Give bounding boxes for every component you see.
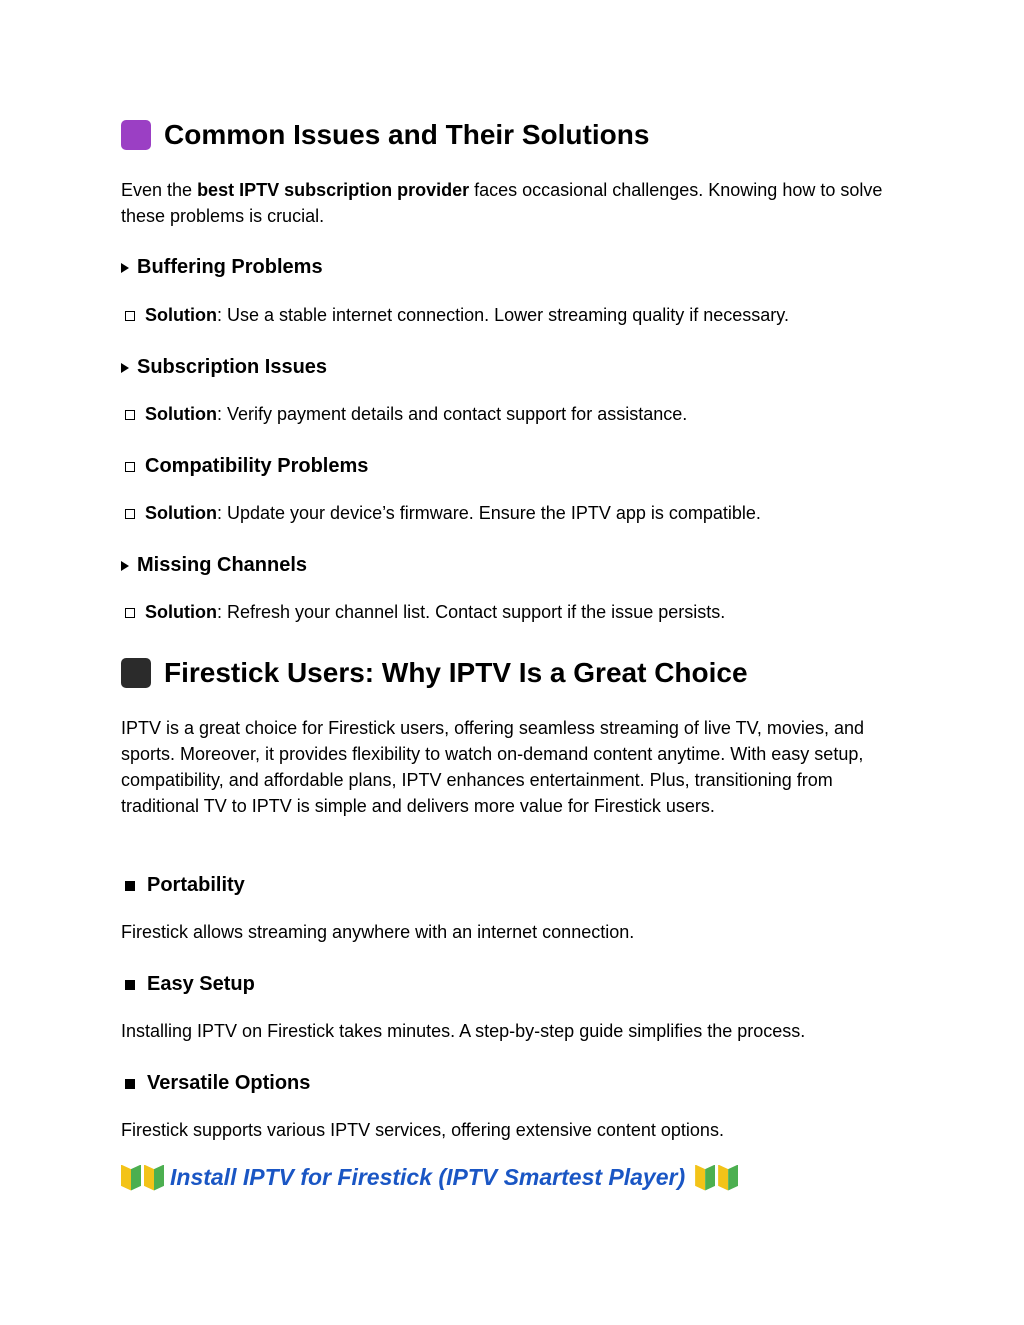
feature-title: Portability — [147, 874, 245, 896]
feature-title: Easy Setup — [147, 973, 255, 995]
solid-square-bullet-icon — [125, 881, 135, 891]
section-heading-common-issues — [121, 119, 649, 151]
feature-text-versatile-options: Firestick supports various IPTV services, offering extensive content options. — [121, 1120, 724, 1140]
feature-text-portability: Firestick allows streaming anywhere with an internet connection. — [121, 922, 635, 942]
solution-line-buffering — [121, 305, 789, 326]
intro-prefix: Even the — [121, 180, 198, 200]
heading-text: Firestick Users: Why IPTV Is a Great Choice — [164, 657, 748, 688]
intro-bold-text: best IPTV subscription provider — [197, 180, 470, 200]
hollow-square-bullet-icon — [125, 608, 135, 618]
solution-label: Solution — [145, 404, 217, 424]
triangle-bullet-icon — [121, 561, 129, 571]
solution-text: : Refresh your channel list. Contact support if the issue persists. — [216, 602, 726, 622]
hollow-square-bullet-icon — [125, 410, 135, 420]
issue-title: Missing Channels — [137, 554, 308, 576]
solid-square-bullet-icon — [125, 980, 135, 990]
feature-title: Versatile Options — [147, 1072, 311, 1094]
feature-text-easy-setup: Installing IPTV on Firestick takes minutes. A step-by-step guide simplifies the process. — [121, 1021, 806, 1041]
install-iptv-link[interactable]: Install IPTV for Firestick (IPTV Smartest Player) — [170, 1164, 686, 1190]
intro-suffix: faces occasional challenges. Knowing how to solve these problems is crucial. — [121, 180, 883, 226]
black-square-icon — [121, 658, 151, 688]
feature-heading-versatile-options — [121, 1072, 310, 1095]
beginner-badge-icon — [144, 1165, 164, 1191]
solution-text: : Use a stable internet connection. Lower streaming quality if necessary. — [216, 305, 789, 325]
solution-line-subscription — [121, 404, 687, 425]
issue-heading-missing-channels — [121, 554, 307, 577]
purple-square-icon — [121, 120, 151, 150]
issue-title: Compatibility Problems — [145, 455, 369, 477]
solution-label: Solution — [145, 305, 217, 325]
intro-paragraph — [121, 177, 911, 229]
firestick-intro-paragraph: IPTV is a great choice for Firestick users, offering seamless streaming of live TV, movies, and sports. Moreover, it provides flexibility to watch on-demand content anytime. With easy setup, compatibility, and affordable plans, IPTV enhances entertainment. Plus, transitioning from traditional TV to IPTV is simple and delivers more value for Firestick users. — [121, 718, 864, 816]
install-link-line — [121, 1164, 741, 1191]
hollow-square-bullet-icon — [125, 509, 135, 519]
solution-label: Solution — [145, 503, 217, 523]
section-heading-firestick — [121, 657, 748, 689]
solid-square-bullet-icon — [125, 1079, 135, 1089]
solution-line-compatibility — [121, 503, 761, 524]
heading-text: Common Issues and Their Solutions — [164, 119, 650, 150]
hollow-square-bullet-icon — [125, 311, 135, 321]
beginner-badge-icon — [718, 1165, 738, 1191]
solution-line-missing-channels — [121, 602, 725, 623]
issue-title: Subscription Issues — [137, 356, 328, 378]
solution-text: : Update your device’s firmware. Ensure the IPTV app is compatible. — [216, 503, 761, 523]
hollow-square-bullet-icon — [125, 462, 135, 472]
issue-heading-subscription — [121, 356, 327, 379]
feature-heading-easy-setup — [121, 973, 255, 996]
solution-text: : Verify payment details and contact support for assistance. — [216, 404, 688, 424]
beginner-badge-icon — [121, 1165, 141, 1191]
issue-title: Buffering Problems — [137, 256, 323, 278]
issue-heading-compatibility — [121, 455, 368, 478]
triangle-bullet-icon — [121, 363, 129, 373]
solution-label: Solution — [145, 602, 217, 622]
issue-heading-buffering — [121, 256, 323, 279]
triangle-bullet-icon — [121, 263, 129, 273]
beginner-badge-icon — [695, 1165, 715, 1191]
feature-heading-portability — [121, 874, 245, 897]
